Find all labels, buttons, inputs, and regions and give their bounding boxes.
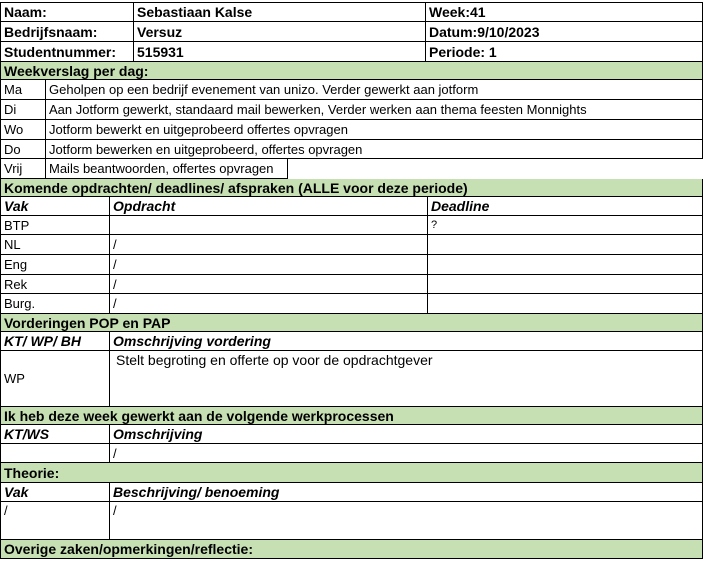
- day-row: [0, 140, 703, 159]
- col-theorie-vak: Vak: [0, 483, 110, 502]
- werkprocessen-row: [0, 444, 703, 463]
- student-value: 515931: [134, 42, 426, 62]
- day-text: Aan Jotform gewerkt, standaard mail bewerken, Verder werken aan thema feesten Monnights: [46, 100, 703, 120]
- theorie-header-row: [0, 483, 703, 502]
- bedrijf-value: Versuz: [134, 22, 426, 42]
- overige-title: Overige zaken/opmerkingen/reflectie:: [0, 540, 703, 559]
- col-kt-ws: KT/WS: [0, 425, 110, 444]
- day-row: [0, 120, 703, 140]
- vak-cell: Rek: [0, 275, 110, 294]
- werkprocessen-title: Ik heb deze week gewerkt aan de volgende werkprocessen: [0, 407, 703, 425]
- col-vak: Vak: [0, 197, 110, 216]
- vorderingen-title: Vorderingen POP en PAP: [0, 314, 703, 332]
- werkproces-code: [0, 444, 110, 463]
- day-label: Ma: [0, 80, 46, 100]
- opdracht-cell: /: [110, 235, 428, 255]
- deadline-cell: [428, 275, 703, 294]
- opdrachten-header-row: [0, 197, 703, 216]
- col-omschrijving: Omschrijving: [110, 425, 703, 444]
- student-label: Studentnummer:: [0, 42, 134, 62]
- header-row-student: [0, 42, 703, 62]
- col-deadline: Deadline: [428, 197, 703, 216]
- vordering-text: Stelt begroting en offerte op voor de opdrachtgever: [110, 351, 703, 407]
- day-label: Wo: [0, 120, 46, 140]
- naam-label: Naam:: [0, 2, 134, 22]
- vordering-code: WP: [0, 351, 110, 407]
- werkprocessen-header-row: [0, 425, 703, 444]
- deadline-cell: ?: [428, 216, 703, 235]
- weekverslag-title: Weekverslag per dag:: [0, 62, 703, 80]
- vak-cell: Eng: [0, 255, 110, 275]
- bedrijf-label: Bedrijfsnaam:: [0, 22, 134, 42]
- day-row: [0, 80, 703, 100]
- theorie-title: Theorie:: [0, 463, 703, 483]
- day-label: Di: [0, 100, 46, 120]
- theorie-vak: /: [0, 502, 110, 540]
- opdracht-cell: /: [110, 275, 428, 294]
- opdracht-cell: /: [110, 294, 428, 314]
- col-omschrijving-vordering: Omschrijving vordering: [110, 332, 703, 351]
- day-text: Mails beantwoorden, offertes opvragen: [46, 159, 288, 179]
- week-value: Week:41: [426, 2, 703, 22]
- vorderingen-row: [0, 351, 703, 407]
- opdracht-cell: [110, 216, 428, 235]
- vak-cell: Burg.: [0, 294, 110, 314]
- day-row: [0, 100, 703, 120]
- col-opdracht: Opdracht: [110, 197, 428, 216]
- header-row-naam: [0, 2, 703, 22]
- opdracht-cell: /: [110, 255, 428, 275]
- header-row-bedrijf: [0, 22, 703, 42]
- table-row: [0, 294, 703, 314]
- vorderingen-section: [0, 314, 703, 332]
- theorie-text: /: [110, 502, 703, 540]
- werkprocessen-section: [0, 407, 703, 425]
- deadline-cell: [428, 255, 703, 275]
- day-row: [0, 159, 703, 179]
- table-row: [0, 255, 703, 275]
- day-text: Jotform bewerkt en uitgeprobeerd offertes opvragen: [46, 120, 703, 140]
- table-row: [0, 216, 703, 235]
- day-text: Geholpen op een bedrijf evenement van unizo. Verder gewerkt aan jotform: [46, 80, 703, 100]
- vak-cell: BTP: [0, 216, 110, 235]
- weekverslag-section: [0, 62, 703, 80]
- table-row: [0, 275, 703, 294]
- deadline-cell: [428, 235, 703, 255]
- overige-section: [0, 540, 703, 559]
- opdrachten-section: [0, 179, 703, 197]
- vorderingen-header-row: [0, 332, 703, 351]
- datum-value: Datum:9/10/2023: [426, 22, 703, 42]
- theorie-section: [0, 463, 703, 483]
- col-kt-wp-bh: KT/ WP/ BH: [0, 332, 110, 351]
- werkproces-text: /: [110, 444, 703, 463]
- deadline-cell: [428, 294, 703, 314]
- opdrachten-title: Komende opdrachten/ deadlines/ afspraken (ALLE voor deze periode): [0, 179, 703, 197]
- table-row: [0, 235, 703, 255]
- day-text: Jotform bewerken en uitgeprobeerd, offertes opvragen: [46, 140, 703, 159]
- day-label: Vrij: [0, 159, 46, 179]
- col-beschrijving: Beschrijving/ benoeming: [110, 483, 703, 502]
- vak-cell: NL: [0, 235, 110, 255]
- naam-value: Sebastiaan Kalse: [134, 2, 426, 22]
- theorie-row: [0, 502, 703, 540]
- day-label: Do: [0, 140, 46, 159]
- periode-value: Periode: 1: [426, 42, 703, 62]
